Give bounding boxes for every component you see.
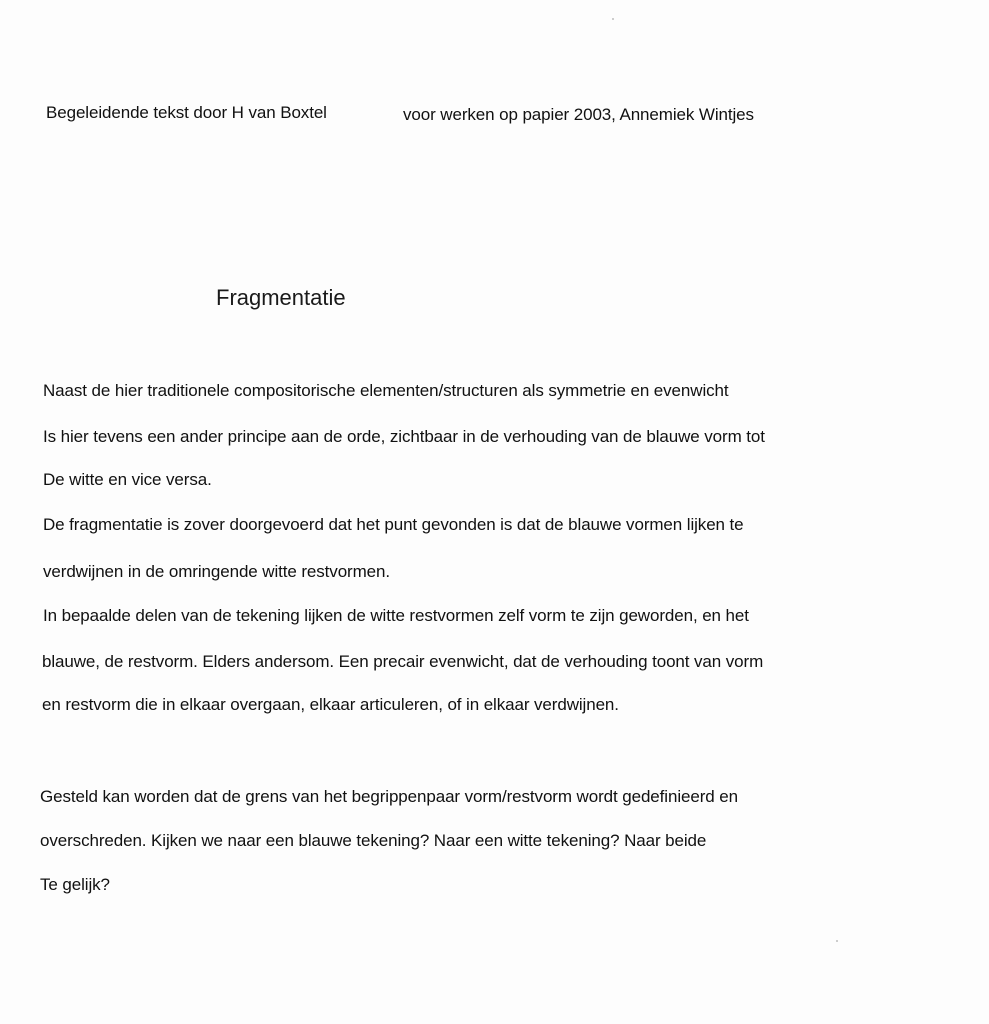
header-left: Begeleidende tekst door H van Boxtel: [46, 103, 327, 122]
paragraph-line: en restvorm die in elkaar overgaan, elkaar articuleren, of in elkaar verdwijnen.: [42, 695, 619, 714]
header-right: voor werken op papier 2003, Annemiek Wintjes: [403, 105, 754, 124]
paragraph-line: De witte en vice versa.: [43, 470, 212, 489]
paragraph-line: Gesteld kan worden dat de grens van het begrippenpaar vorm/restvorm wordt gedefinieerd en: [40, 787, 738, 806]
paragraph-line: De fragmentatie is zover doorgevoerd dat het punt gevonden is dat de blauwe vormen lijken te: [43, 515, 744, 534]
paragraph-line: In bepaalde delen van de tekening lijken de witte restvormen zelf vorm te zijn geworden, en het: [43, 606, 749, 625]
paragraph-line: Naast de hier traditionele compositorische elementen/structuren als symmetrie en evenwicht: [43, 381, 729, 400]
paragraph-line: Is hier tevens een ander principe aan de orde, zichtbaar in de verhouding van de blauwe vorm tot: [43, 427, 765, 446]
scan-speck: [836, 940, 838, 942]
document-title: Fragmentatie: [216, 285, 346, 310]
paragraph-line: blauwe, de restvorm. Elders andersom. Een precair evenwicht, dat de verhouding toont van vorm: [42, 652, 764, 671]
paragraph-line: overschreden. Kijken we naar een blauwe tekening? Naar een witte tekening? Naar beide: [40, 831, 707, 850]
paragraph-line: verdwijnen in de omringende witte restvormen.: [43, 562, 391, 581]
scan-speck: [612, 18, 614, 20]
paragraph-line: Te gelijk?: [40, 875, 110, 894]
